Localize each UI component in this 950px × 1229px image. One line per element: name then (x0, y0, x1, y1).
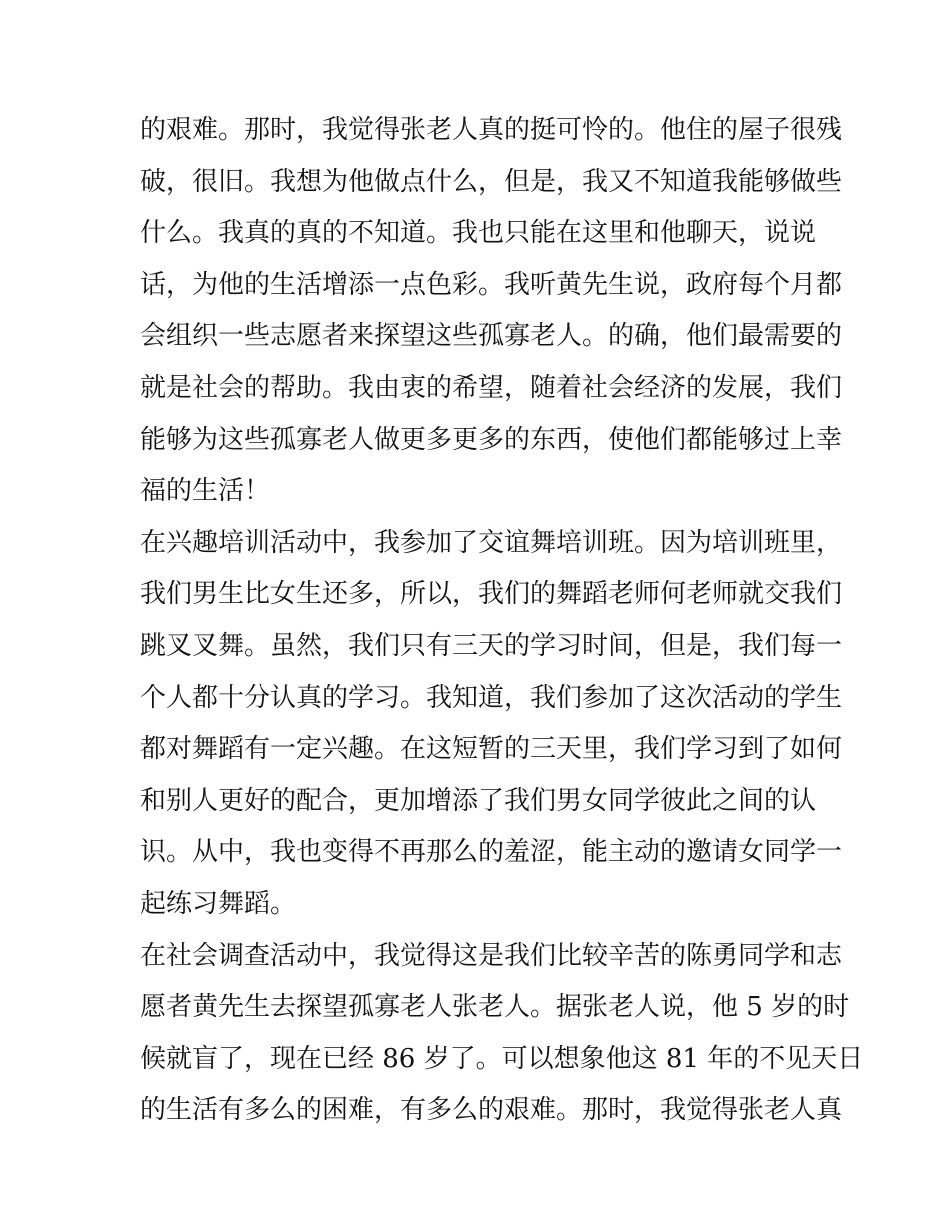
text-line: 什么。我真的真的不知道。我也只能在这里和他聊天，说说 (140, 218, 817, 249)
text-line: 福的生活！ (140, 476, 271, 507)
text-line: 跳叉叉舞。虽然，我们只有三天的学习时间，但是，我们每一 (140, 630, 843, 661)
text-line: 就是社会的帮助。我由衷的希望，随着社会经济的发展，我们 (140, 372, 843, 403)
text-line: 识。从中，我也变得不再那么的羞涩，能主动的邀请女同学一 (140, 837, 843, 868)
text-line: 话，为他的生活增添一点色彩。我听黄先生说，政府每个月都 (140, 269, 843, 300)
text-line: 起练习舞蹈。 (140, 888, 297, 919)
text-line: 候就盲了，现在已经 86 岁了。可以想象他这 81 年的不见天日 (140, 1043, 864, 1074)
text-line: 和别人更好的配合，更加增添了我们男女同学彼此之间的认 (140, 785, 817, 816)
text-line: 能够为这些孤寡老人做更多更多的东西，使他们都能够过上幸 (140, 424, 843, 455)
text-line: 破，很旧。我想为他做点什么，但是，我又不知道我能够做些 (140, 166, 843, 197)
text-line: 在社会调查活动中，我觉得这是我们比较辛苦的陈勇同学和志 (140, 940, 843, 971)
text-line: 在兴趣培训活动中，我参加了交谊舞培训班。因为培训班里， (140, 527, 843, 558)
text-line: 个人都十分认真的学习。我知道，我们参加了这次活动的学生 (140, 682, 843, 713)
text-line: 我们男生比女生还多，所以，我们的舞蹈老师何老师就交我们 (140, 579, 843, 610)
text-line: 的生活有多么的困难，有多么的艰难。那时，我觉得张老人真 (140, 1095, 843, 1126)
text-line: 会组织一些志愿者来探望这些孤寡老人。的确，他们最需要的 (140, 321, 843, 352)
body-text (140, 105, 864, 1137)
text-line: 的艰难。那时，我觉得张老人真的挺可怜的。他住的屋子很残 (140, 115, 843, 145)
text-line: 都对舞蹈有一定兴趣。在这短暂的三天里，我们学习到了如何 (140, 734, 843, 765)
text-line: 愿者黄先生去探望孤寡老人张老人。据张老人说，他 5 岁的时 (140, 992, 850, 1023)
